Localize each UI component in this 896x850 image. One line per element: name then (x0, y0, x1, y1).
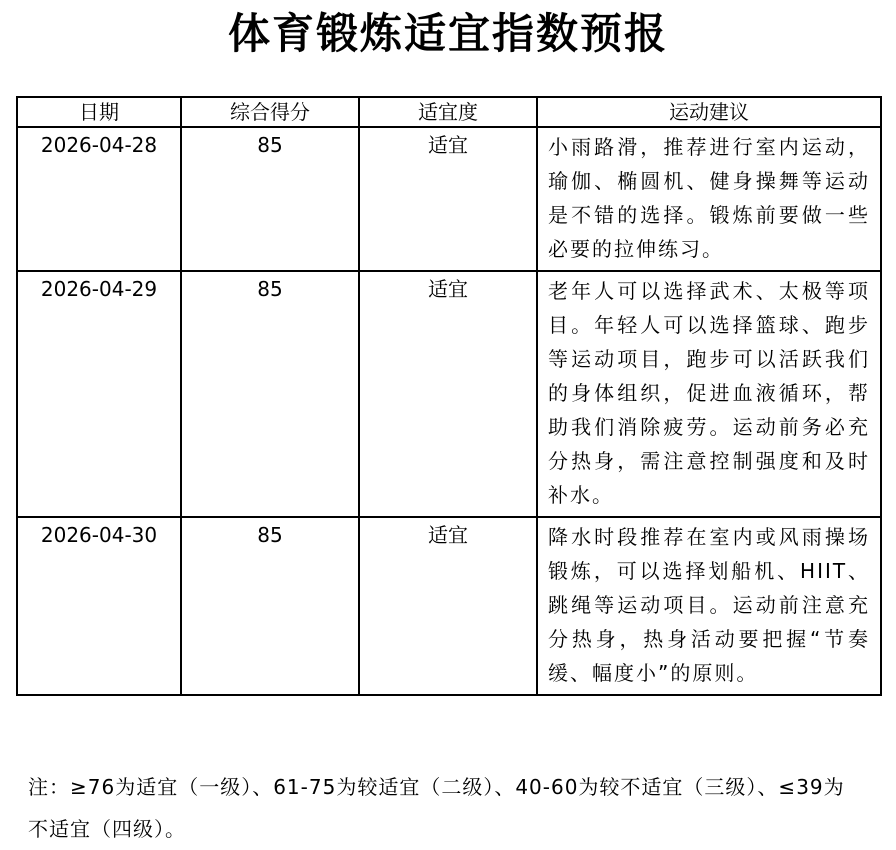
table-header-row (17, 97, 881, 127)
row-advice: 老年人可以选择武术、太极等项目。年轻人可以选择篮球、跑步等运动项目，跑步可以活跃我们的身体组织，促进血液循环，帮助我们消除疲劳。运动前务必充分热身，需注意控制强度和及时补水。 (537, 271, 881, 517)
table-row (17, 271, 881, 517)
header-date: 日期 (17, 97, 181, 127)
grading-note: 注：≥76为适宜（一级）、61-75为较适宜（二级）、40-60为较不适宜（三级）、≤39为不适宜（四级）。 (28, 775, 845, 841)
header-advice: 运动建议 (537, 97, 881, 127)
row-date: 2026-04-30 (17, 517, 181, 695)
row-score: 85 (181, 517, 359, 695)
row-date: 2026-04-28 (17, 127, 181, 271)
row-level: 适宜 (359, 517, 537, 695)
table-row (17, 517, 881, 695)
header-score: 综合得分 (181, 97, 359, 127)
row-advice: 降水时段推荐在室内或风雨操场锻炼，可以选择划船机、HIIT、跳绳等运动项目。运动前注意充分热身，热身活动要把握“节奏缓、幅度小”的原则。 (537, 517, 881, 695)
page-title: 体育锻炼适宜指数预报 (227, 9, 668, 58)
header-level: 适宜度 (359, 97, 537, 127)
row-date: 2026-04-29 (17, 271, 181, 517)
row-score: 85 (181, 127, 359, 271)
forecast-table (16, 96, 882, 696)
row-level: 适宜 (359, 271, 537, 517)
row-level: 适宜 (359, 127, 537, 271)
row-score: 85 (181, 271, 359, 517)
table-row (17, 127, 881, 271)
row-advice: 小雨路滑，推荐进行室内运动，瑜伽、椭圆机、健身操舞等运动是不错的选择。锻炼前要做一些必要的拉伸练习。 (537, 127, 881, 271)
